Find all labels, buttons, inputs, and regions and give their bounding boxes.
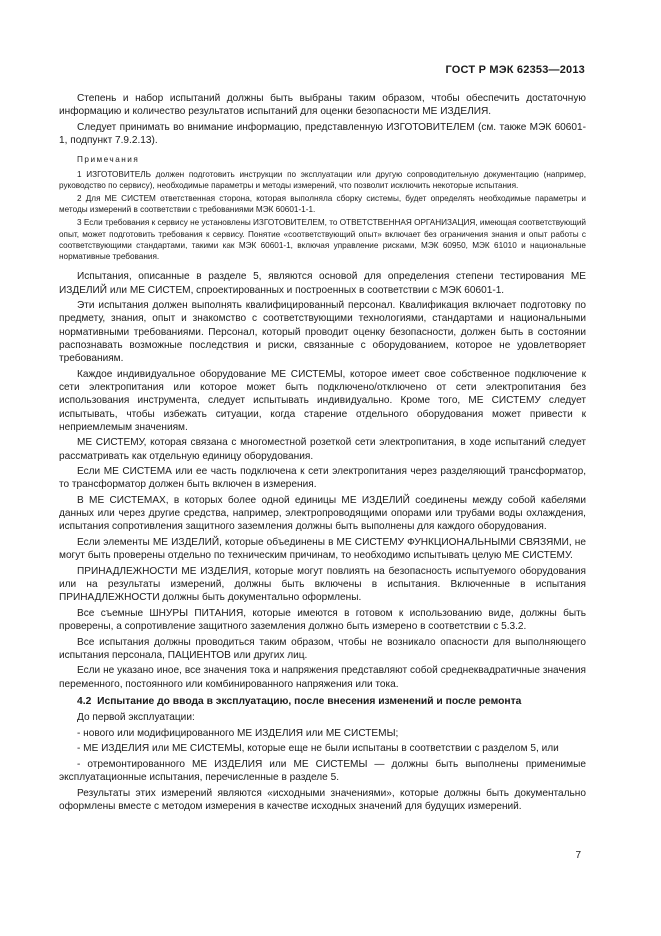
paragraph: Степень и набор испытаний должны быть выбраны таким образом, чтобы обеспечить достаточную информацию и количество результатов испытаний для оценки безопасности МЕ ИЗДЕЛИЯ. [59,93,586,118]
section-heading [59,695,586,708]
note-item: 1 ИЗГОТОВИТЕЛЬ должен подготовить инструкции по эксплуатации или другую сопроводительную документацию (например, руководство по сервису), необходимые параметры и методы измерений, что позволит исключить некоторые испытания. [59,169,586,190]
paragraph: Испытания, описанные в разделе 5, являются основой для определения степени тестирования МЕ ИЗДЕЛИЙ или МЕ СИСТЕМ, спроектированных и построенных в соответствии с МЭК 60601-1. [59,271,586,296]
paragraph: Все испытания должны проводиться таким образом, чтобы не возникало опасности для выполняющего испытания персонала, ПАЦИЕНТОВ или других лиц. [59,636,586,661]
paragraph: Если МЕ СИСТЕМА или ее часть подключена к сети электропитания через разделяющий трансформатор, то трансформатор должен быть включен в измерения. [59,466,586,491]
paragraph: Все съемные ШНУРЫ ПИТАНИЯ, которые имеются в готовом к использованию виде, должны быть проверены, а сопротивление защитного заземления должно быть измерено в соответствии с 5.3.2. [59,607,586,633]
paragraph: ПРИНАДЛЕЖНОСТИ МЕ ИЗДЕЛИЯ, которые могут повлиять на безопасность испытуемого оборудования или на результаты измерений, должны быть включены в испытания. Включенные в испытания ПРИНАДЛЕЖНОСТИ должны быть документально оформлены. [59,565,586,604]
standard-header: ГОСТ Р МЭК 62353—2013 [445,64,585,76]
paragraph: Эти испытания должен выполнять квалифицированный персонал. Квалификация включает подготовку по предмету, знания, опыт и знакомство с соответствующими технологиями, стандартами и национальными нормативными требованиями. Персонал, который проводит оценку безопасности, должен быть в состоянии распознавать возможные последствия и риски, связанные с оборудованием, которое не удовлетворяет требованиям. [59,299,586,365]
paragraph: Результаты этих измерений являются «исходными значениями», которые должны быть документально оформлены вместе с методом измерения в качестве исходных значений для будущих измерений. [59,787,586,812]
list-item: - нового или модифицированного МЕ ИЗДЕЛИЯ или МЕ СИСТЕМЫ; [77,727,399,739]
note-item: 3 Если требования к сервису не установлены ИЗГОТОВИТЕЛЕМ, то ОТВЕТСТВЕННАЯ ОРГАНИЗАЦИЯ, имеющая соответствующий опыт, может подготовить требования к сервису. Понятие «соответствующий опыт» включает без ограничения знания и опыт работы с соответствующими стандартами, такими как МЭК 60601-1, включая управление рисками, МЭК 60950, МЭК 61010 и национальные нормативные требования. [59,218,586,261]
notes-heading: Примечания [77,155,140,165]
list-item: - МЕ ИЗДЕЛИЯ или МЕ СИСТЕМЫ, которые еще не были испытаны в соответствии с разделом 5, или [77,743,559,755]
paragraph: Каждое индивидуальное оборудование МЕ СИСТЕМЫ, которое имеет свое собственное подключение к сети электропитания или которое может быть подключено/отключено от сети электропитания без использования инструмента, следует испытывать индивидуально. Кроме того, МЕ СИСТЕМУ следует испытывать, чтобы избежать ситуации, когда старение отдельного оборудования может привести к неприемлемым значениям. [59,368,586,433]
paragraph: Следует принимать во внимание информацию, представленную ИЗГОТОВИТЕЛЕМ (см. также МЭК 60601-1, подпункт 7.9.2.13). [59,121,586,147]
notes-block [59,154,586,262]
paragraph: Если не указано иное, все значения тока и напряжения представляют собой среднеквадратичные значения переменного, постоянного или комбинированного напряжения или тока. [59,665,586,690]
document-body [59,92,586,815]
paragraph: Если элементы МЕ ИЗДЕЛИЙ, которые объединены в МЕ СИСТЕМУ ФУНКЦИОНАЛЬНЫМИ СВЯЗЯМИ, не могут быть проверены отдельно по техническим причинам, то необходимо испытывать целую МЕ СИСТЕМУ. [59,536,586,562]
list-item: - отремонтированного МЕ ИЗДЕЛИЯ или МЕ СИСТЕМЫ — должны быть выполнены применимые эксплуатационные испытания, перечисленные в разделе 5. [59,758,586,784]
note-item: 2 Для МЕ СИСТЕМ ответственная сторона, которая выполняла сборку системы, будет определять необходимые параметры и методы измерений в соответствии с требованиями МЭК 60601-1-1. [59,193,586,215]
page-number: 7 [575,850,581,861]
paragraph: МЕ СИСТЕМУ, которая связана с многоместной розеткой сети электропитания, в ходе испытаний следует рассматривать как отдельную единицу оборудования. [59,437,586,462]
section-title: Испытание до ввода в эксплуатацию, после внесения изменений и после ремонта [97,695,522,707]
paragraph: До первой эксплуатации: [77,712,195,724]
paragraph: В МЕ СИСТЕМАХ, в которых более одной единицы МЕ ИЗДЕЛИЙ соединены между собой кабелями данных или через другие средства, например, электропроводящими опорами или трубами воды охлаждения, испытания сопротивления защитного заземления должны быть выполнены для каждого оборудования. [59,494,586,533]
section-number: 4.2 [77,695,92,707]
